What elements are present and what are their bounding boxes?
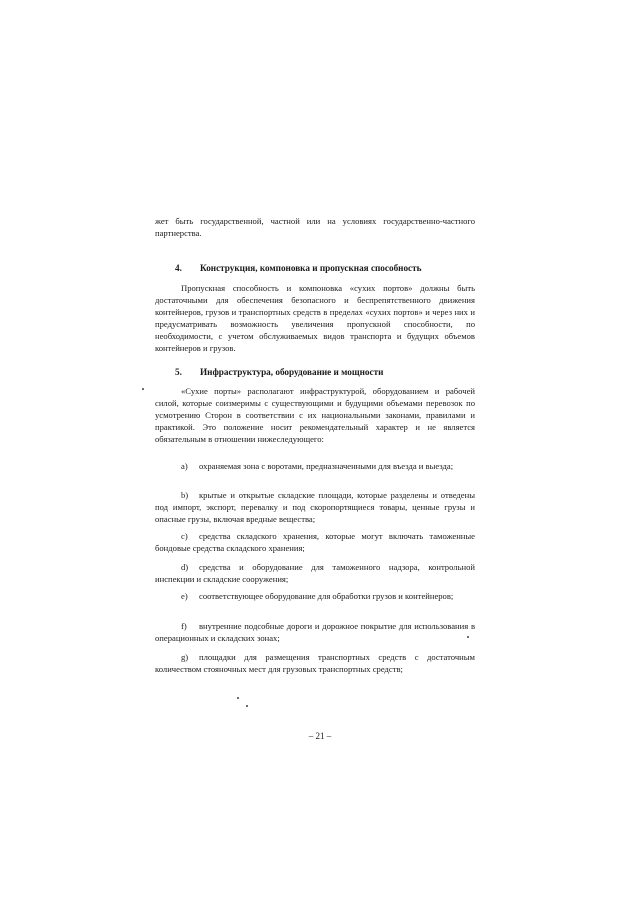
intro-text: жет быть государственной, частной или на условиях государственно-частного партнерства. xyxy=(155,216,475,238)
list-item-letter: d) xyxy=(181,562,189,572)
list-item xyxy=(155,531,475,555)
scan-speck xyxy=(246,705,248,707)
list-item xyxy=(155,591,475,603)
list-item-text: охраняемая зона с воротами, предназначенными для въезда и выезда; xyxy=(199,461,454,471)
list-item-letter: c) xyxy=(181,531,188,541)
scan-speck xyxy=(237,697,239,699)
section-4-number: 4. xyxy=(175,263,182,273)
section-5-text: «Сухие порты» располагают инфраструктурой, оборудованием и рабочей силой, которые соизмеримы с существующими и будущими объемами перевозок по усмотрению Сторон в соответствии с их национальными законами, правилами и практикой. Это положение носит рекомендательный характер и не является обязательным в отношении нижеследующего: xyxy=(155,386,475,444)
scan-speck xyxy=(142,388,144,390)
section-5-paragraph xyxy=(155,386,475,446)
list-item-letter: a) xyxy=(181,461,188,471)
list-item xyxy=(155,461,475,473)
section-5-title: Инфраструктура, оборудование и мощности xyxy=(200,367,384,377)
list-item xyxy=(155,652,475,676)
intro-paragraph xyxy=(155,216,475,240)
section-4-text: Пропускная способность и компоновка «сухих портов» должны быть достаточными для обеспечения безопасного и беспрепятственного движения контейнеров, грузов и транспортных средств в пределах «сухих портов» и через них и предусматривать возможность увеличения пропускной способности, по необходимости, с учетом обслуживаемых видов транспорта и будущих объемов контейнеров и грузов. xyxy=(155,283,475,353)
section-4-title: Конструкция, компоновка и пропускная способность xyxy=(200,263,422,273)
section-4-heading xyxy=(175,262,495,274)
section-5-heading xyxy=(175,366,495,378)
scan-speck xyxy=(467,636,469,638)
list-item xyxy=(155,490,475,526)
section-4-paragraph xyxy=(155,283,475,354)
list-item-text: площадки для размещения транспортных средств с достаточным количеством стояночных мест для грузовых транспортных средств; xyxy=(155,652,475,674)
list-item-text: соответствующее оборудование для обработки грузов и контейнеров; xyxy=(199,591,454,601)
list-item-letter: g) xyxy=(181,652,189,662)
list-item xyxy=(155,562,475,586)
list-item-text: средства и оборудование для таможенного надзора, контрольной инспекции и складские сооружения; xyxy=(155,562,475,584)
page-number: – 21 – xyxy=(308,731,332,741)
list-item xyxy=(155,621,475,645)
list-item-text: средства складского хранения, которые могут включать таможенные бондовые средства складского хранения; xyxy=(155,531,475,553)
section-5-number: 5. xyxy=(175,367,182,377)
list-item-text: внутренние подсобные дороги и дорожное покрытие для использования в операционных и складских зонах; xyxy=(155,621,475,643)
list-item-text: крытые и открытые складские площади, которые разделены и отведены под импорт, экспорт, перевалку и под скоропортящиеся товары, ценные грузы и опасные грузы, включая вредные вещества; xyxy=(155,490,475,524)
list-item-letter: b) xyxy=(181,490,189,500)
list-item-letter: e) xyxy=(181,591,188,601)
list-item-letter: f) xyxy=(181,621,187,631)
